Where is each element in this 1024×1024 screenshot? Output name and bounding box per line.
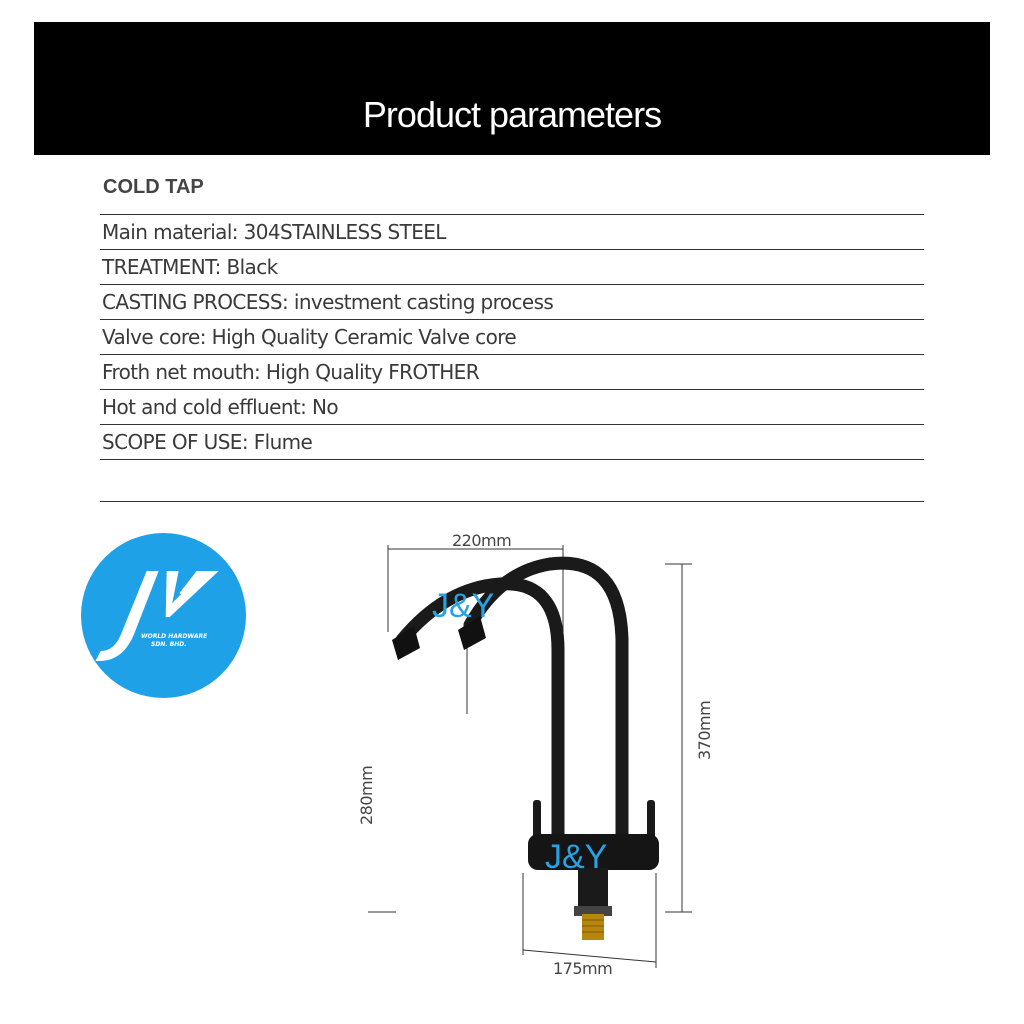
parameter-table	[100, 214, 924, 460]
base-dimension-label: 175mm	[553, 959, 613, 978]
spout-height-label: 280mm	[357, 765, 376, 825]
parameter-row	[100, 425, 924, 460]
parameter-text: Hot and cold effluent: No	[102, 395, 339, 419]
header-banner	[34, 22, 990, 155]
parameter-text: Main material: 304STAINLESS STEEL	[102, 220, 446, 244]
width-dimension-label: 220mm	[452, 531, 512, 550]
parameter-row	[100, 320, 924, 355]
parameter-text: TREATMENT: Black	[102, 255, 278, 279]
parameter-text: SCOPE OF USE: Flume	[102, 430, 313, 454]
parameter-row	[100, 250, 924, 285]
parameter-row	[100, 355, 924, 390]
brand-logo	[81, 533, 246, 698]
logo-text: SDN. BHD.	[151, 641, 187, 648]
watermark-text: J&Y	[432, 587, 495, 625]
divider	[100, 501, 924, 502]
logo-text: WORLD HARDWARE	[141, 633, 208, 640]
watermark-text: J&Y	[545, 838, 608, 876]
height-dimension-label: 370mm	[695, 700, 714, 760]
parameter-text: Froth net mouth: High Quality FROTHER	[102, 360, 480, 384]
parameter-text: Valve core: High Quality Ceramic Valve core	[102, 325, 517, 349]
parameter-text: CASTING PROCESS: investment casting process	[102, 290, 554, 314]
product-name: COLD TAP	[103, 176, 204, 198]
parameter-row	[100, 285, 924, 320]
page-title: Product parameters	[362, 94, 662, 135]
product-diagram	[330, 520, 730, 990]
parameter-row	[100, 390, 924, 425]
parameter-row	[100, 215, 924, 250]
